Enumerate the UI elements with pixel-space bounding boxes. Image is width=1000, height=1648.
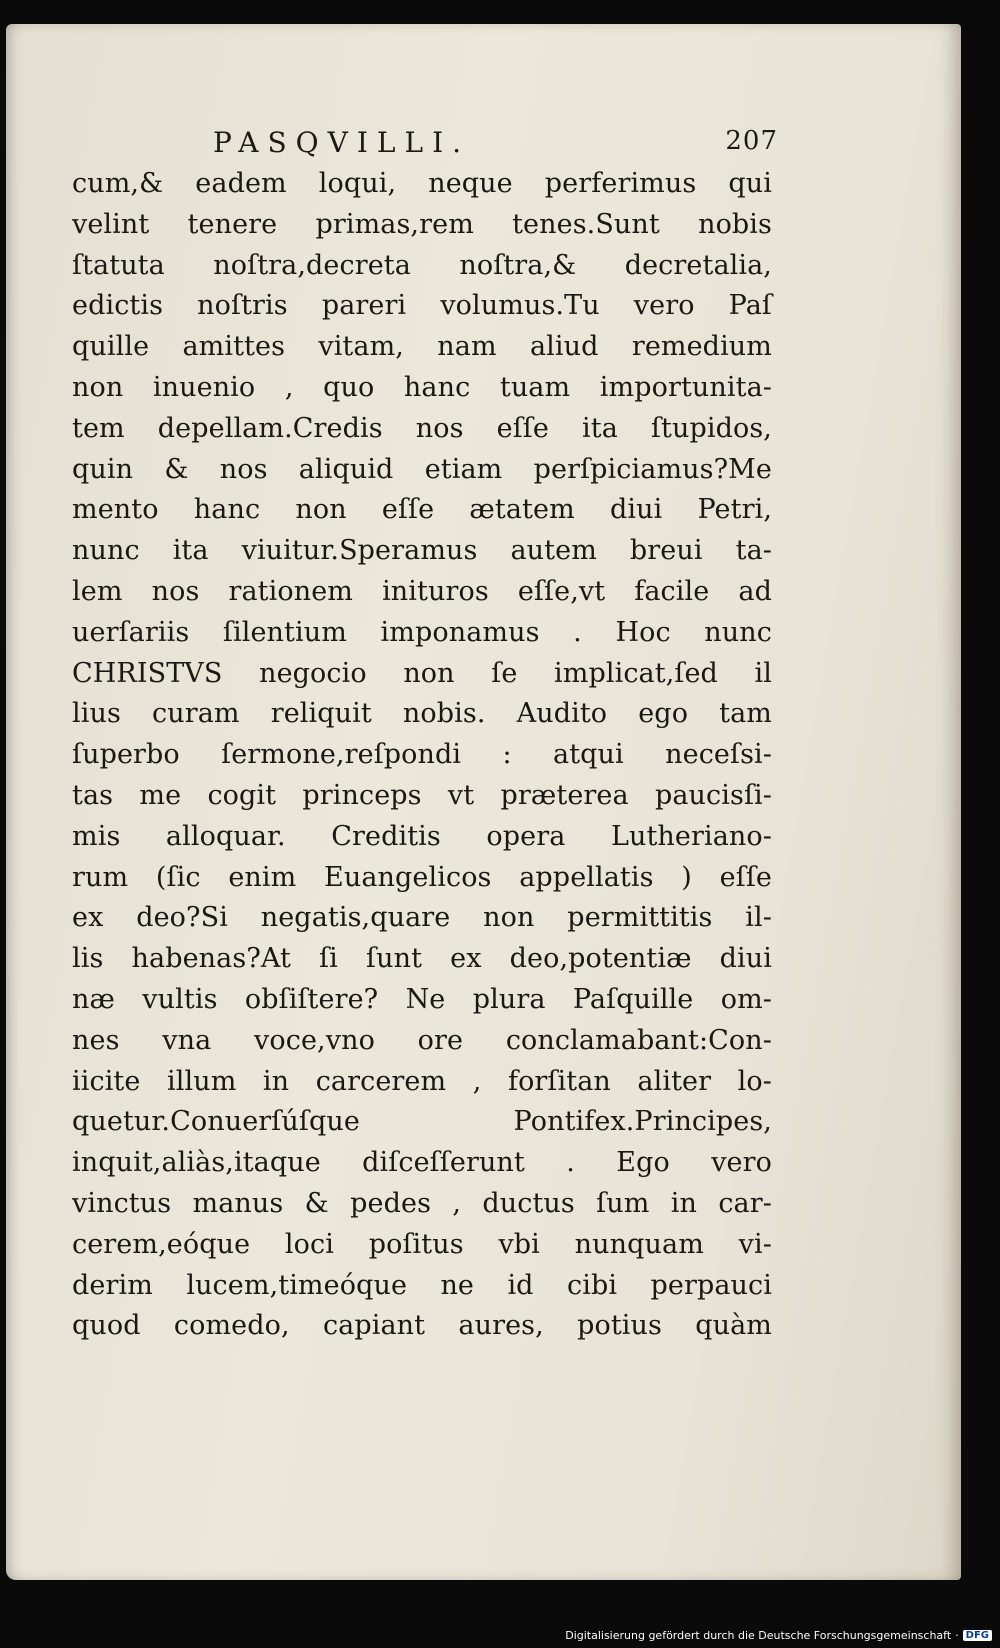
text-line: mis alloquar. Creditis opera Lutheriano- (72, 820, 772, 852)
body-text (72, 164, 772, 1347)
text-line: quetur.Conuerſúſque Pontifex.Principes, (72, 1106, 772, 1138)
text-line: vinctus manus & pedes , ductus ſum in car- (72, 1187, 772, 1219)
text-line: lius curam reliquit nobis. Audito ego tam (72, 698, 772, 730)
book-page (6, 24, 961, 1580)
text-line: uerſariis ſilentium imponamus . Hoc nunc (72, 616, 772, 648)
text-line: ſuperbo ſermone,reſpondi : atqui neceſsi- (72, 739, 772, 771)
text-line: cerem,eóque loci poſitus vbi nunquam vi- (72, 1228, 772, 1260)
text-line: ſtatuta noſtra,decreta noſtra,& decretalia, (72, 249, 772, 281)
text-line: quod comedo, capiant aures, potius quàm (72, 1310, 772, 1342)
dfg-logo-icon: DFG (963, 1630, 992, 1641)
credit-text: Digitalisierung gefördert durch die Deutsche Forschungsgemeinschaft (565, 1629, 952, 1642)
text-line: lem nos rationem inituros eſſe,vt facile ad (72, 575, 772, 607)
text-line: edictis noſtris pareri volumus.Tu vero Paſ (72, 290, 772, 322)
digitization-credit: Digitalisierung gefördert durch die Deutsche Forschungsgemeinschaft · DFG (565, 1629, 992, 1642)
text-line: næ vultis obſiſtere? Ne plura Paſquille om- (72, 983, 772, 1015)
text-line: quin & nos aliquid etiam perſpiciamus?Me (72, 453, 772, 485)
running-title: PASQVILLI. (213, 126, 471, 159)
text-line: non inuenio , quo hanc tuam importunita- (72, 371, 772, 403)
text-line: tas me cogit princeps vt præterea paucisſi- (72, 779, 772, 811)
text-line: mento hanc non eſſe ætatem diui Petri, (72, 494, 772, 526)
text-line: ex deo?Si negatis,quare non permittitis il- (72, 902, 772, 934)
text-line: inquit,aliàs,itaque diſceſſerunt . Ego vero (72, 1147, 772, 1179)
text-line: lis habenas?At ſi ſunt ex deo,potentiæ diui (72, 943, 772, 975)
text-line: cum,& eadem loqui, neque perferimus qui (72, 168, 772, 199)
text-line: nes vna voce,vno ore conclamabant:Con- (72, 1024, 772, 1056)
text-line: tem depellam.Credis nos eſſe ita ſtupidos, (72, 412, 772, 444)
text-line: quille amittes vitam, nam aliud remedium (72, 331, 772, 363)
text-line: rum (ſic enim Euangelicos appellatis ) eſſe (72, 861, 772, 893)
text-line: velint tenere primas,rem tenes.Sunt nobis (72, 208, 772, 240)
text-line: CHRISTVS negocio non ſe implicat,ſed il (72, 657, 772, 689)
text-line: derim lucem,timeóque ne id cibi perpauci (72, 1269, 772, 1301)
page-header (213, 104, 778, 159)
text-line: nunc ita viuitur.Speramus autem breui ta- (72, 535, 772, 567)
page-number: 207 (725, 126, 778, 156)
text-line: iicite illum in carcerem , forſitan aliter lo- (72, 1065, 772, 1097)
